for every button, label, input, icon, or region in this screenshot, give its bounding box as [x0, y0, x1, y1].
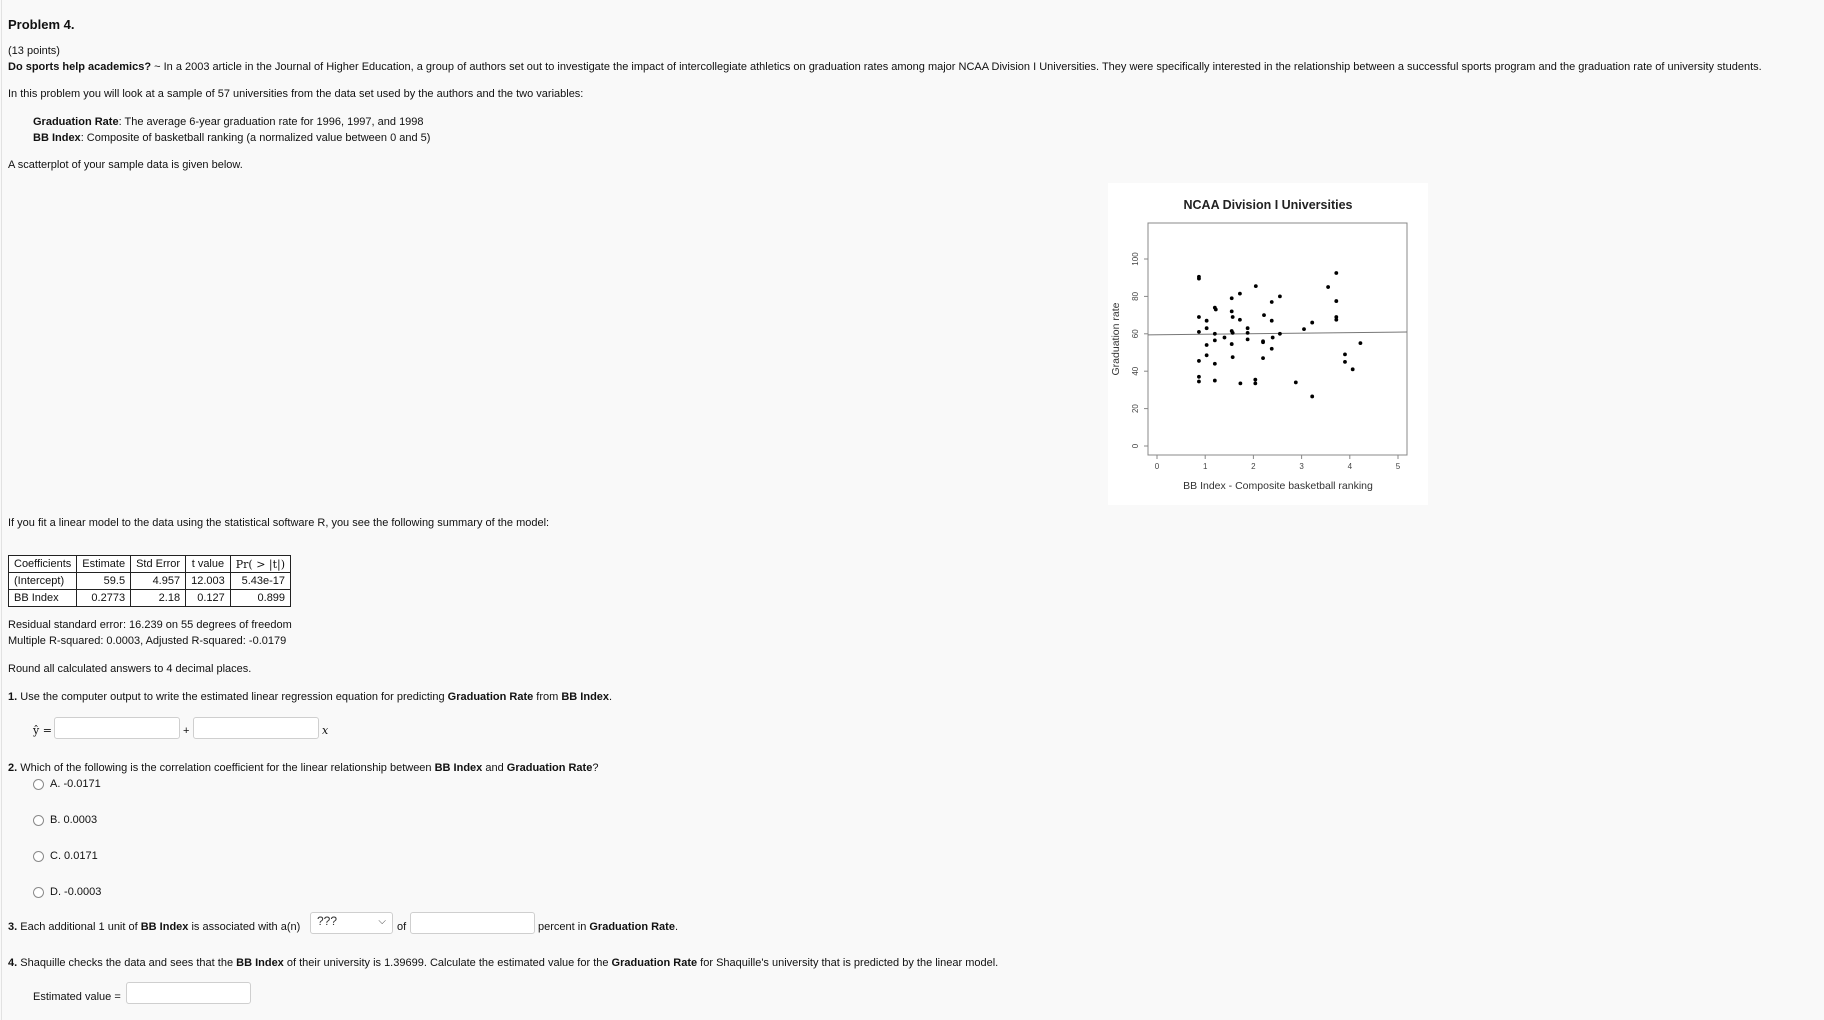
points-label: (13 points) — [8, 45, 60, 57]
table-row — [9, 573, 291, 590]
problem-title: Problem 4. — [8, 17, 75, 32]
data-point — [1302, 327, 1306, 331]
y-tick-label: 100 — [1131, 252, 1141, 266]
y-tick-label: 20 — [1131, 404, 1141, 414]
cell-estimate: 0.2773 — [77, 590, 131, 607]
header-p-value: Pr( > |t|) — [230, 556, 290, 573]
data-point — [1197, 330, 1201, 334]
model-intro: If you fit a linear model to the data using the statistical software R, you see the following summary of the model: — [8, 517, 550, 529]
question-2: 2. Which of the following is the correlation coefficient for the linear relationship between BB Index and Graduation Rate? — [8, 762, 599, 774]
cell-t-value: 0.127 — [186, 590, 231, 607]
coefficients-table — [8, 555, 291, 607]
scatterplot-chart — [1108, 183, 1428, 505]
intro-heading: Do sports help academics? — [8, 61, 152, 73]
x-variable-label: x — [322, 724, 329, 737]
intro-text: ~ In a 2003 article in the Journal of Higher Education, a group of authors set out to investigate the impact of intercollegiate athletics on graduation rates among major NCAA Division I Universities. They were specifically interested in the relationship between a successful sports program and the graduation rate of university students. — [151, 61, 1762, 73]
radio-option-b[interactable] — [33, 815, 44, 826]
data-point — [1238, 318, 1242, 322]
cell-estimate: 59.5 — [77, 573, 131, 590]
x-tick-label: 5 — [1395, 462, 1401, 471]
data-point — [1197, 277, 1201, 281]
percent-change-input[interactable] — [410, 912, 535, 934]
x-tick-label: 3 — [1299, 462, 1304, 471]
plus-sign: + — [183, 725, 190, 737]
question-1: 1. Use the computer output to write the estimated linear regression equation for predicting Graduation Rate from BB Index. — [8, 691, 613, 703]
data-point — [1278, 295, 1282, 299]
rounding-note: Round all calculated answers to 4 decimal places. — [8, 663, 252, 675]
data-point — [1261, 356, 1265, 360]
question-4: 4. Shaquille checks the data and sees that the BB Index of their university is 1.39699. Calculate the estimated value for the Graduation Rate for Shaquille's university that is predicted by the linear model. — [8, 957, 999, 969]
x-tick-label: 0 — [1154, 462, 1160, 471]
data-point — [1205, 343, 1209, 347]
data-point — [1197, 359, 1201, 363]
cell-p-value: 0.899 — [230, 590, 290, 607]
data-point — [1270, 300, 1274, 304]
of-label: of — [397, 921, 407, 933]
chevron-down-icon: ⌵ — [378, 916, 386, 927]
variable-graduation-rate: Graduation Rate: The average 6-year graduation rate for 1996, 1997, and 1998 — [33, 116, 424, 128]
data-point — [1231, 331, 1235, 335]
radio-option-a[interactable] — [33, 779, 44, 790]
data-point — [1230, 309, 1234, 313]
data-point — [1246, 326, 1250, 330]
data-point — [1214, 308, 1218, 312]
y-tick-label: 40 — [1131, 366, 1141, 376]
y-axis-label: Graduation rate — [1109, 302, 1122, 376]
q3-suffix: percent in Graduation Rate. — [538, 921, 679, 933]
table-row — [9, 590, 291, 607]
y-tick-label: 80 — [1131, 291, 1141, 301]
data-point — [1205, 353, 1209, 357]
data-point — [1334, 299, 1338, 303]
data-point — [1246, 338, 1250, 342]
radio-option-d[interactable] — [33, 887, 44, 898]
data-point — [1351, 367, 1355, 371]
option-d-label[interactable]: D. -0.0003 — [50, 886, 102, 898]
data-point — [1213, 332, 1217, 336]
data-point — [1213, 379, 1217, 383]
question-3: 3. Each additional 1 unit of BB Index is associated with a(n) — [8, 921, 301, 933]
cell-term: (Intercept) — [9, 573, 77, 590]
data-point — [1205, 319, 1209, 323]
data-point — [1231, 315, 1235, 319]
data-point — [1205, 326, 1209, 330]
data-point — [1271, 336, 1275, 340]
data-point — [1270, 347, 1274, 351]
x-axis-label: BB Index - Composite basketball ranking — [1183, 480, 1373, 492]
data-point — [1230, 342, 1234, 346]
data-point — [1230, 296, 1234, 300]
data-point — [1326, 285, 1330, 289]
data-point — [1253, 378, 1257, 382]
data-point — [1278, 332, 1282, 336]
data-point — [1261, 340, 1265, 344]
data-point — [1343, 360, 1347, 364]
scatterplot-svg — [1108, 183, 1428, 505]
data-point — [1310, 395, 1314, 399]
data-point — [1246, 331, 1250, 335]
header-t-value: t value — [186, 556, 231, 573]
data-point — [1197, 380, 1201, 384]
data-point — [1334, 271, 1338, 275]
x-tick-label: 1 — [1202, 462, 1208, 471]
data-point — [1334, 318, 1338, 322]
data-point — [1253, 381, 1257, 385]
option-c-label[interactable]: C. 0.0171 — [50, 850, 98, 862]
direction-select-value: ??? — [317, 914, 338, 928]
page-left-rule — [1, 0, 2, 1020]
data-point — [1254, 284, 1258, 288]
data-point — [1197, 375, 1201, 379]
data-point — [1294, 381, 1298, 385]
data-point — [1238, 292, 1242, 296]
header-estimate: Estimate — [77, 556, 131, 573]
radio-option-c[interactable] — [33, 851, 44, 862]
x-tick-label: 4 — [1347, 462, 1353, 471]
scatter-intro: A scatterplot of your sample data is given below. — [8, 159, 243, 171]
sample-text: In this problem you will look at a sample of 57 universities from the data set used by the authors and the two variables: — [8, 88, 584, 100]
cell-std-error: 4.957 — [131, 573, 186, 590]
data-point — [1359, 341, 1363, 345]
header-coefficients: Coefficients — [9, 556, 77, 573]
x-tick-label: 2 — [1251, 462, 1256, 471]
cell-p-value: 5.43e-17 — [230, 573, 290, 590]
data-point — [1213, 338, 1217, 342]
estimated-value-input[interactable] — [126, 982, 251, 1004]
data-point — [1310, 321, 1314, 325]
cell-std-error: 2.18 — [131, 590, 186, 607]
header-std-error: Std Error — [131, 556, 186, 573]
y-hat-label: ŷ = — [33, 724, 52, 737]
direction-select[interactable] — [310, 912, 393, 934]
slope-input[interactable] — [193, 717, 319, 739]
variable-bb-index: BB Index: Composite of basketball ranking (a normalized value between 0 and 5) — [33, 132, 431, 144]
r-squared: Multiple R-squared: 0.0003, Adjusted R-squared: -0.0179 — [8, 635, 287, 647]
option-b-label[interactable]: B. 0.0003 — [50, 814, 98, 826]
data-point — [1231, 355, 1235, 359]
data-point — [1270, 319, 1274, 323]
data-point — [1223, 336, 1227, 340]
chart-title: NCAA Division I Universities — [1183, 198, 1353, 212]
residual-std-error: Residual standard error: 16.239 on 55 degrees of freedom — [8, 619, 292, 631]
cell-term: BB Index — [9, 590, 77, 607]
estimated-value-label: Estimated value = — [33, 991, 121, 1003]
intro-paragraph — [8, 61, 1762, 73]
data-point — [1213, 362, 1217, 366]
y-tick-label: 0 — [1131, 443, 1141, 449]
option-a-label[interactable]: A. -0.0171 — [50, 778, 101, 790]
plot-frame — [1148, 223, 1407, 455]
cell-t-value: 12.003 — [186, 573, 231, 590]
intercept-input[interactable] — [54, 717, 180, 739]
data-point — [1262, 313, 1266, 317]
data-point — [1238, 381, 1242, 385]
regression-line — [1148, 332, 1407, 335]
y-tick-label: 60 — [1131, 329, 1141, 339]
data-point — [1197, 315, 1201, 319]
table-header-row — [9, 556, 291, 573]
data-point — [1343, 352, 1347, 356]
